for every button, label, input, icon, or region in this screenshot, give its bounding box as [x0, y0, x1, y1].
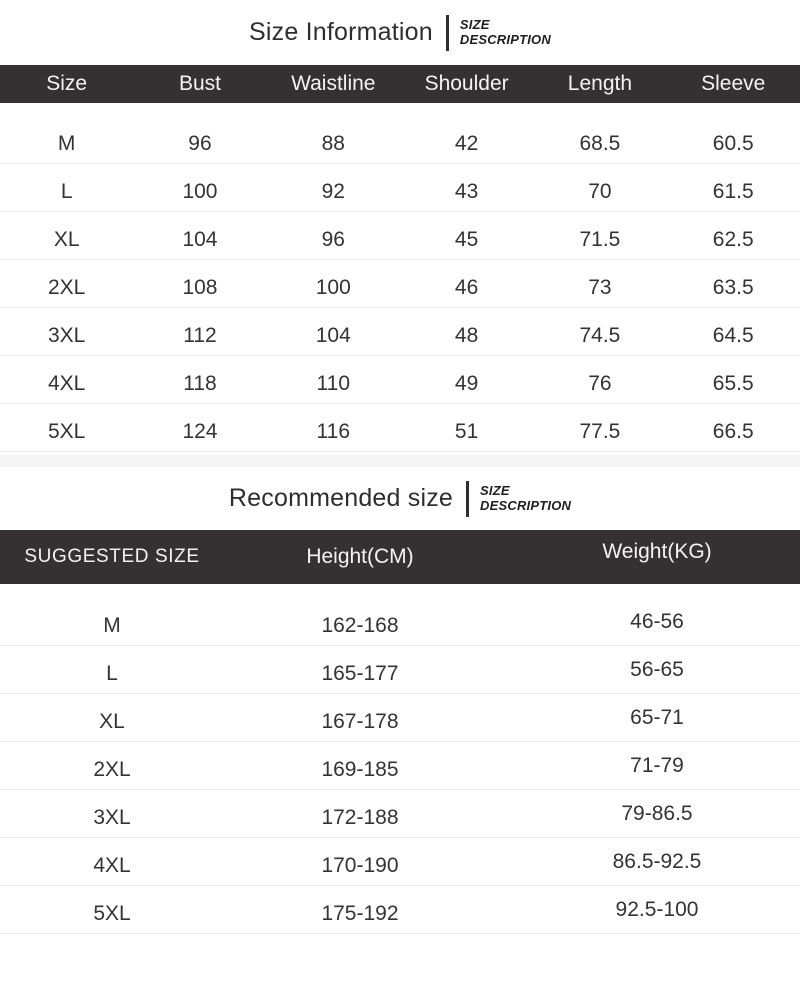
table-cell: 64.5: [712, 324, 754, 347]
table-row: [0, 404, 800, 452]
table-cell: 5XL: [93, 902, 131, 925]
table-row: [0, 116, 800, 164]
table-cell: 62.5: [712, 228, 754, 251]
table-cell: 48: [454, 324, 479, 347]
table-cell: 63.5: [712, 276, 754, 299]
size-description-line2: DESCRIPTION: [459, 31, 551, 47]
title-divider-bar: [446, 15, 449, 51]
table-cell: 170-190: [321, 854, 399, 877]
table-cell: 5XL: [47, 420, 86, 443]
table-cell: 71.5: [579, 228, 621, 251]
table-cell: M: [103, 614, 121, 637]
table-cell: 4XL: [93, 854, 131, 877]
column-header: Waistline: [291, 72, 376, 95]
table-cell: 73: [588, 276, 612, 299]
table-cell: 92.5-100: [615, 898, 699, 921]
table-body: [0, 116, 800, 452]
size-description-line1: SIZE: [459, 16, 490, 32]
table-cell: M: [57, 132, 76, 155]
size-info-title: Size Information: [249, 18, 433, 46]
table-cell: 124: [182, 420, 218, 443]
size-description-badge: [460, 18, 551, 47]
column-header: Height(CM): [306, 545, 414, 568]
table-row: [0, 790, 800, 838]
table-cell: 104: [315, 324, 351, 347]
table-cell: 100: [182, 180, 218, 203]
column-header: Weight(KG): [602, 540, 712, 563]
table-row: [0, 260, 800, 308]
table-cell: 65-71: [630, 706, 684, 729]
table-cell: 70: [588, 180, 612, 203]
table-row: [0, 308, 800, 356]
column-header: SUGGESTED SIZE: [24, 546, 200, 567]
table-cell: 169-185: [321, 758, 399, 781]
table-cell: 2XL: [47, 276, 86, 299]
table-row: [0, 212, 800, 260]
table-body: [0, 598, 800, 934]
size-description-line1: SIZE: [480, 482, 510, 498]
table-cell: XL: [99, 710, 125, 733]
table-cell: 45: [454, 228, 479, 251]
table-cell: 116: [316, 420, 351, 443]
table-cell: 108: [182, 276, 218, 299]
column-header: Bust: [178, 72, 221, 95]
recommended-size-title: Recommended size: [228, 484, 454, 512]
table-cell: 66.5: [712, 420, 754, 443]
table-row: [0, 164, 800, 212]
table-row: [0, 598, 800, 646]
table-cell: 46: [454, 276, 479, 299]
table-cell: L: [106, 662, 118, 685]
table-cell: 60.5: [712, 132, 754, 155]
table-cell: 100: [315, 276, 351, 299]
table-cell: 76: [588, 372, 612, 395]
table-cell: 88: [321, 132, 345, 155]
table-header-row: [0, 530, 800, 584]
table-cell: 49: [454, 372, 479, 395]
table-cell: 112: [183, 324, 217, 347]
table-cell: 77.5: [579, 420, 621, 443]
table-cell: 74.5: [579, 324, 621, 347]
table-cell: 56-65: [630, 658, 684, 681]
table-cell: 175-192: [321, 902, 399, 925]
table-cell: 2XL: [93, 758, 131, 781]
table-cell: 172-188: [321, 806, 399, 829]
recommended-size-table: [0, 530, 800, 934]
recommended-size-title-block: [0, 467, 800, 530]
table-row: [0, 742, 800, 790]
section-separator: [0, 455, 800, 467]
table-cell: 86.5-92.5: [612, 850, 702, 873]
table-cell: 3XL: [47, 324, 86, 347]
table-cell: 61.5: [712, 180, 754, 203]
table-cell: 51: [454, 420, 479, 443]
table-cell: L: [60, 180, 73, 203]
column-header: Sleeve: [701, 72, 766, 95]
table-cell: 68.5: [579, 132, 621, 155]
table-cell: 110: [316, 372, 351, 395]
table-cell: XL: [53, 228, 80, 251]
size-measurements-table: [0, 65, 800, 452]
table-cell: 65.5: [712, 372, 754, 395]
table-cell: 167-178: [321, 710, 399, 733]
size-description-badge: [480, 484, 571, 513]
table-row: [0, 646, 800, 694]
column-header: Length: [567, 72, 633, 95]
table-cell: 162-168: [321, 614, 399, 637]
column-header: Shoulder: [424, 72, 509, 95]
table-cell: 96: [321, 228, 345, 251]
table-row: [0, 694, 800, 742]
table-cell: 46-56: [630, 610, 684, 633]
table-cell: 79-86.5: [621, 802, 693, 825]
table-cell: 71-79: [630, 754, 684, 777]
size-info-title-block: [0, 0, 800, 65]
table-row: [0, 838, 800, 886]
table-cell: 104: [182, 228, 218, 251]
table-cell: 4XL: [47, 372, 86, 395]
table-cell: 118: [183, 372, 217, 395]
table-cell: 42: [454, 132, 479, 155]
table-header-row: [0, 65, 800, 103]
table-cell: 96: [188, 132, 212, 155]
table-cell: 92: [321, 180, 345, 203]
title-divider-bar: [466, 481, 469, 517]
table-cell: 43: [454, 180, 479, 203]
size-description-line2: DESCRIPTION: [480, 497, 572, 513]
table-row: [0, 356, 800, 404]
column-header: Size: [46, 72, 88, 95]
table-row: [0, 886, 800, 934]
table-cell: 165-177: [321, 662, 399, 685]
table-cell: 3XL: [93, 806, 131, 829]
